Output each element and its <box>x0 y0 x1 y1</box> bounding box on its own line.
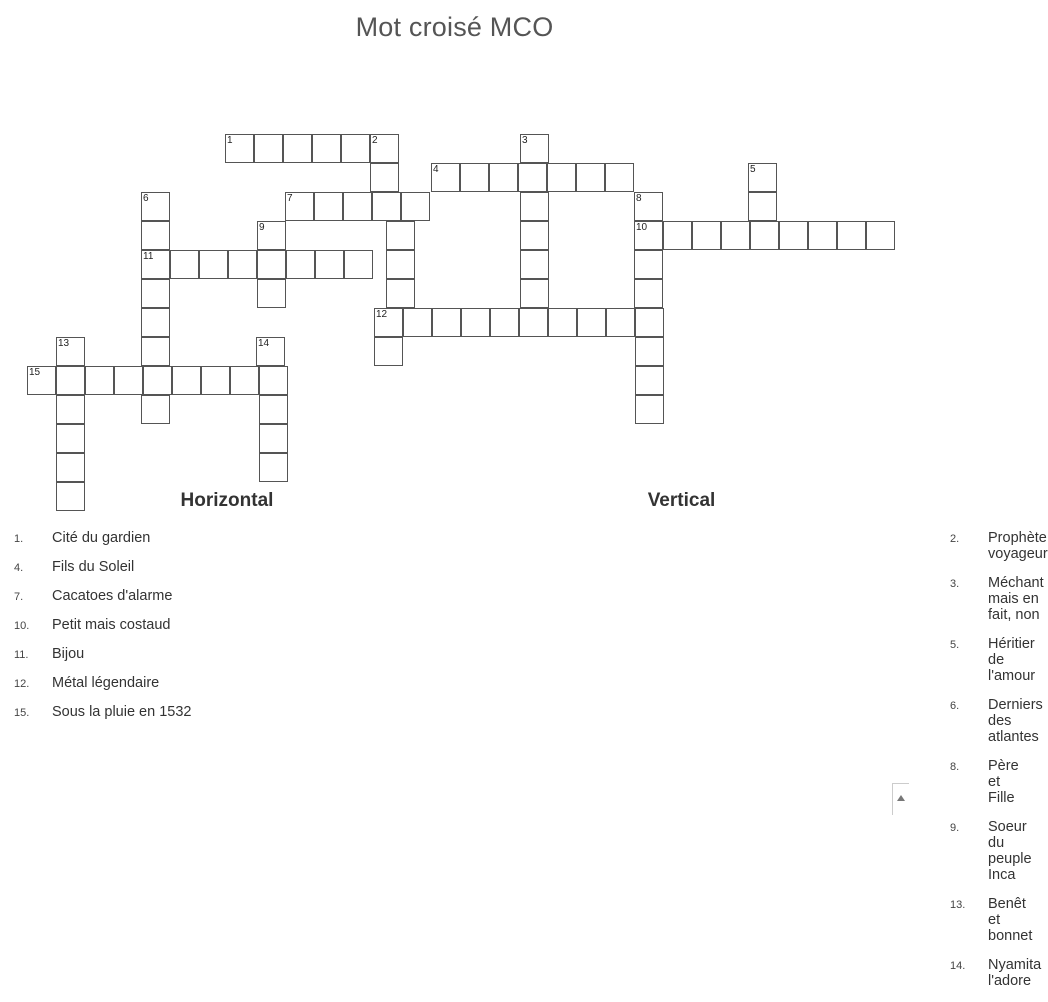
grid-cell[interactable] <box>225 134 254 163</box>
grid-cell-number: 12 <box>376 309 388 320</box>
grid-cell[interactable] <box>605 163 634 192</box>
clue-down-number: 13. <box>950 899 966 911</box>
grid-cell[interactable] <box>518 163 547 192</box>
grid-cell[interactable] <box>172 366 201 395</box>
grid-cell-number: 6 <box>143 193 149 204</box>
grid-cell[interactable] <box>663 221 692 250</box>
grid-cell[interactable] <box>56 424 85 453</box>
grid-cell[interactable] <box>201 366 230 395</box>
grid-cell[interactable] <box>548 308 577 337</box>
grid-cell-number: 2 <box>372 135 378 146</box>
clue-down-item[interactable] <box>454 575 1044 623</box>
grid-cell[interactable] <box>341 134 370 163</box>
grid-cell[interactable] <box>254 134 283 163</box>
grid-cell[interactable] <box>141 279 170 308</box>
grid-cell[interactable] <box>635 395 664 424</box>
clue-down-item[interactable] <box>454 697 1043 745</box>
grid-cell[interactable] <box>576 163 605 192</box>
clue-across-text: Bijou <box>52 646 85 662</box>
grid-cell[interactable] <box>370 134 399 163</box>
grid-cell[interactable] <box>431 163 460 192</box>
grid-cell-number: 3 <box>522 135 528 146</box>
grid-cell[interactable] <box>547 163 576 192</box>
clue-down-number: 6. <box>950 700 960 712</box>
grid-cell[interactable] <box>634 221 663 250</box>
clue-down-text: Méchant mais en fait, non <box>988 575 1044 623</box>
grid-cell-number: 8 <box>636 193 642 204</box>
clue-across-item[interactable] <box>0 675 454 691</box>
grid-cell[interactable] <box>748 163 777 192</box>
grid-cell[interactable] <box>520 279 549 308</box>
clue-across-text: Métal légendaire <box>52 675 160 691</box>
grid-cell[interactable] <box>750 221 779 250</box>
grid-cell[interactable] <box>343 192 372 221</box>
clue-across-number: 12. <box>14 678 30 690</box>
grid-cell[interactable] <box>808 221 837 250</box>
grid-cell[interactable] <box>432 308 461 337</box>
grid-cell[interactable] <box>386 250 415 279</box>
grid-cell[interactable] <box>606 308 635 337</box>
page-title: Mot croisé MCO <box>355 12 554 42</box>
clue-across-number: 15. <box>14 707 30 719</box>
clues-across-heading: Horizontal <box>180 490 274 511</box>
grid-cell[interactable] <box>635 337 664 366</box>
grid-cell[interactable] <box>315 250 344 279</box>
grid-cell[interactable] <box>460 163 489 192</box>
clues-across-list <box>0 530 454 720</box>
grid-cell[interactable] <box>56 337 85 366</box>
grid-cell[interactable] <box>141 192 170 221</box>
grid-cell[interactable] <box>386 221 415 250</box>
clue-across-text: Fils du Soleil <box>52 559 135 575</box>
grid-cell[interactable] <box>283 134 312 163</box>
grid-cell[interactable] <box>401 192 430 221</box>
clue-down-item[interactable] <box>454 896 1033 944</box>
clue-down-item[interactable] <box>454 758 1019 806</box>
clues-down-list <box>454 530 1048 989</box>
grid-cell[interactable] <box>344 250 373 279</box>
grid-cell[interactable] <box>199 250 228 279</box>
grid-cell[interactable] <box>259 366 288 395</box>
grid-cell[interactable] <box>141 308 170 337</box>
grid-cell[interactable] <box>374 337 403 366</box>
grid-cell-number: 7 <box>287 193 293 204</box>
grid-cell[interactable] <box>374 308 403 337</box>
crossword-grid <box>0 55 909 455</box>
grid-cell[interactable] <box>286 250 315 279</box>
clue-down-number: 3. <box>950 578 960 590</box>
grid-cell[interactable] <box>634 279 663 308</box>
grid-cell[interactable] <box>228 250 257 279</box>
grid-cell[interactable] <box>141 337 170 366</box>
clues-down-heading: Vertical <box>647 490 716 511</box>
clue-down-item[interactable] <box>454 636 1036 684</box>
grid-cell[interactable] <box>257 279 286 308</box>
grid-cell[interactable] <box>866 221 895 250</box>
grid-cell[interactable] <box>520 134 549 163</box>
scrollbar-corner[interactable] <box>892 783 909 815</box>
grid-cell[interactable] <box>779 221 808 250</box>
clue-down-text: Benêt et bonnet <box>988 896 1033 944</box>
grid-cell[interactable] <box>490 308 519 337</box>
clue-down-number: 9. <box>950 822 960 834</box>
grid-cell[interactable] <box>56 395 85 424</box>
grid-cell-number: 5 <box>750 164 756 175</box>
grid-cell[interactable] <box>85 366 114 395</box>
grid-cell[interactable] <box>314 192 343 221</box>
grid-cell[interactable] <box>257 221 286 250</box>
grid-cell-number: 1 <box>227 135 233 146</box>
grid-cell[interactable] <box>56 366 85 395</box>
grid-cell[interactable] <box>837 221 866 250</box>
grid-cell[interactable] <box>27 366 56 395</box>
clue-down-number: 14. <box>950 960 966 972</box>
clue-down-number: 2. <box>950 533 960 545</box>
grid-cell[interactable] <box>461 308 490 337</box>
grid-cell[interactable] <box>257 250 286 279</box>
clue-across-number: 7. <box>14 591 24 603</box>
clues-section <box>0 490 1048 1002</box>
clue-across-text: Cité du gardien <box>52 530 151 546</box>
grid-cell[interactable] <box>370 163 399 192</box>
clue-across-number: 1. <box>14 533 24 545</box>
clue-down-text: Soeur du peuple Inca <box>988 819 1032 883</box>
chevron-up-icon <box>897 795 905 801</box>
clue-across-text: Sous la pluie en 1532 <box>52 704 192 720</box>
clue-across-number: 11. <box>14 649 29 661</box>
grid-cell[interactable] <box>230 366 259 395</box>
clue-down-text: Père et Fille <box>988 758 1019 806</box>
clue-down-text: Héritier de l'amour <box>988 636 1036 684</box>
grid-cell[interactable] <box>386 279 415 308</box>
grid-cell[interactable] <box>285 192 314 221</box>
grid-cell[interactable] <box>403 308 432 337</box>
grid-cell[interactable] <box>256 337 285 366</box>
grid-cell[interactable] <box>56 453 85 482</box>
grid-cell-number: 13 <box>58 338 70 349</box>
clues-down-column <box>454 490 1048 1002</box>
grid-cell-number: 14 <box>258 338 270 349</box>
clues-across-column <box>0 490 454 1002</box>
grid-cell-number: 4 <box>433 164 439 175</box>
grid-cell[interactable] <box>721 221 750 250</box>
grid-cell[interactable] <box>748 192 777 221</box>
clue-across-text: Cacatoes d'alarme <box>52 588 173 604</box>
clue-down-item[interactable] <box>454 530 1048 562</box>
grid-cell-number: 9 <box>259 222 265 233</box>
grid-cell[interactable] <box>143 366 172 395</box>
grid-cell[interactable] <box>635 366 664 395</box>
grid-cell[interactable] <box>259 453 288 482</box>
clue-across-item[interactable] <box>0 559 454 575</box>
grid-cell[interactable] <box>520 192 549 221</box>
grid-cell[interactable] <box>114 366 143 395</box>
grid-cell[interactable] <box>372 192 401 221</box>
grid-cell[interactable] <box>141 395 170 424</box>
grid-cell[interactable] <box>520 221 549 250</box>
grid-cell-number: 15 <box>29 367 41 378</box>
grid-cell[interactable] <box>259 395 288 424</box>
clue-across-text: Petit mais costaud <box>52 617 171 633</box>
clue-down-item[interactable] <box>454 819 1032 883</box>
clue-down-number: 5. <box>950 639 960 651</box>
grid-cell[interactable] <box>692 221 721 250</box>
grid-cell[interactable] <box>634 192 663 221</box>
grid-cell[interactable] <box>634 250 663 279</box>
grid-cell[interactable] <box>170 250 199 279</box>
grid-cell[interactable] <box>635 308 664 337</box>
clue-down-item[interactable] <box>454 957 1042 989</box>
clue-down-text: Prophète voyageur <box>988 530 1048 562</box>
grid-cell[interactable] <box>519 308 548 337</box>
clue-across-item[interactable] <box>0 530 454 546</box>
clue-across-item[interactable] <box>0 704 454 720</box>
grid-cell[interactable] <box>520 250 549 279</box>
grid-cell-number: 11 <box>143 251 154 262</box>
grid-cell[interactable] <box>489 163 518 192</box>
clue-down-number: 8. <box>950 761 960 773</box>
grid-cell-number: 10 <box>636 222 648 233</box>
grid-cell[interactable] <box>577 308 606 337</box>
grid-cell[interactable] <box>259 424 288 453</box>
grid-cell[interactable] <box>141 221 170 250</box>
clue-down-text: Nyamita l'adore <box>988 957 1042 989</box>
grid-cell[interactable] <box>312 134 341 163</box>
clue-across-item[interactable] <box>0 646 454 662</box>
clue-across-number: 10. <box>14 620 30 632</box>
clue-down-text: Derniers des atlantes <box>988 697 1043 745</box>
grid-cell[interactable] <box>141 250 170 279</box>
clue-across-item[interactable] <box>0 617 454 633</box>
clue-across-item[interactable] <box>0 588 454 604</box>
clue-across-number: 4. <box>14 562 24 574</box>
